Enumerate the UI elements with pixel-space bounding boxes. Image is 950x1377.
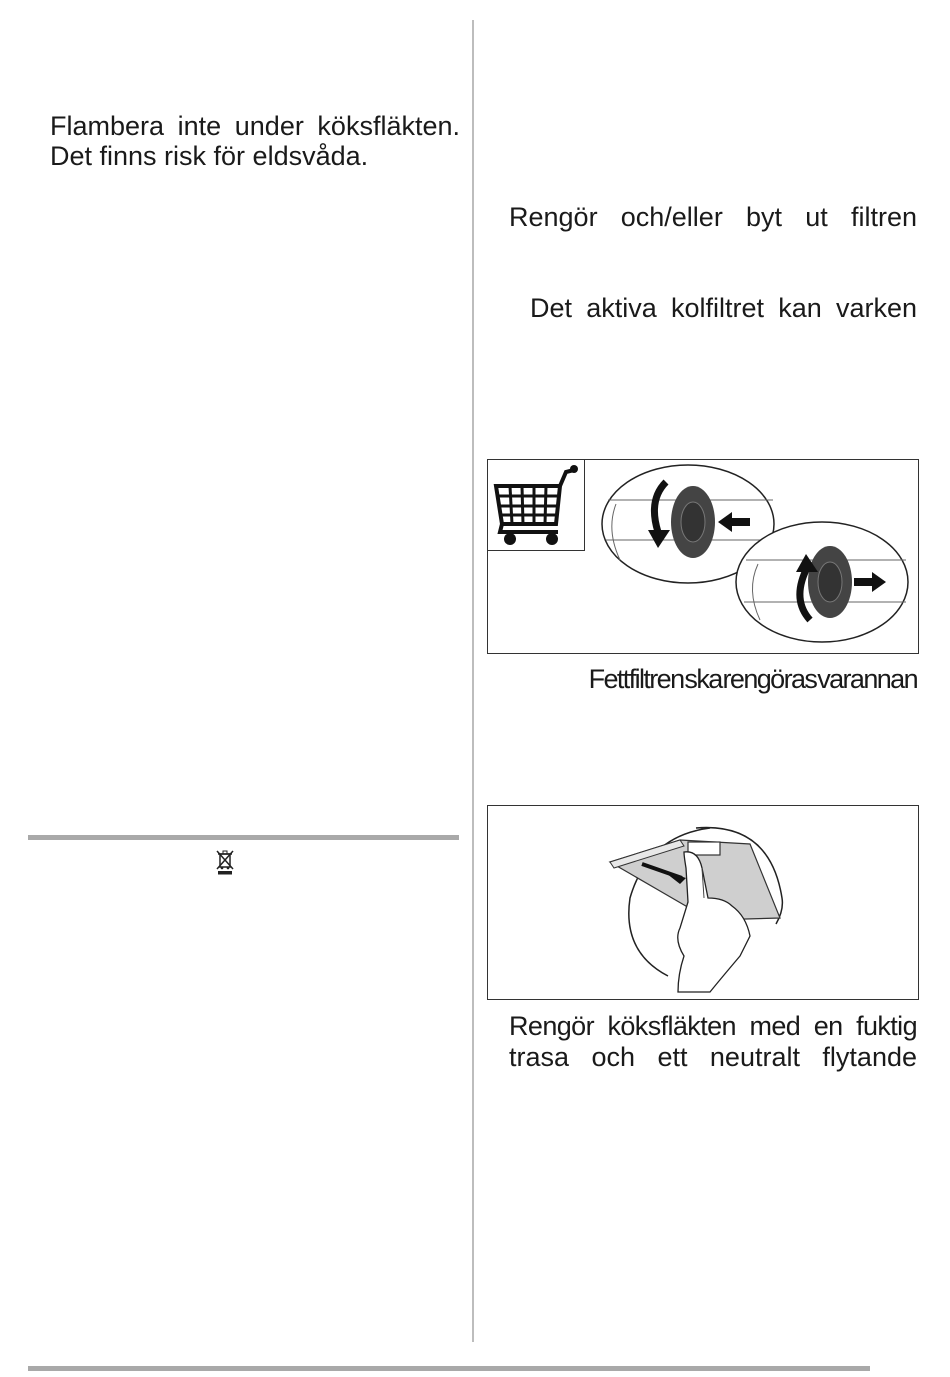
section-rule — [28, 835, 459, 840]
filters-text: Rengör och/eller byt ut filtren — [509, 202, 917, 232]
crossed-bin-icon — [215, 848, 235, 876]
shopping-cart-icon — [487, 459, 585, 551]
grease-filter-figure — [487, 805, 919, 1000]
carbon-filter-text: Det aktiva kolfiltret kan varken — [530, 293, 917, 323]
grease-filter-text: Fettfiltren ska rengöras varannan — [588, 664, 917, 694]
column-divider — [472, 20, 474, 1342]
footer-rule — [28, 1366, 870, 1371]
warning-line-1: Flambera inte under köksfläkten. — [50, 111, 460, 141]
warning-line-2: Det finns risk för eldsvåda. — [50, 141, 369, 171]
cleaning-line-1: Rengör köksfläkten med en fuktig — [509, 1011, 917, 1041]
cleaning-line-2: trasa och ett neutralt flytande — [509, 1042, 917, 1072]
